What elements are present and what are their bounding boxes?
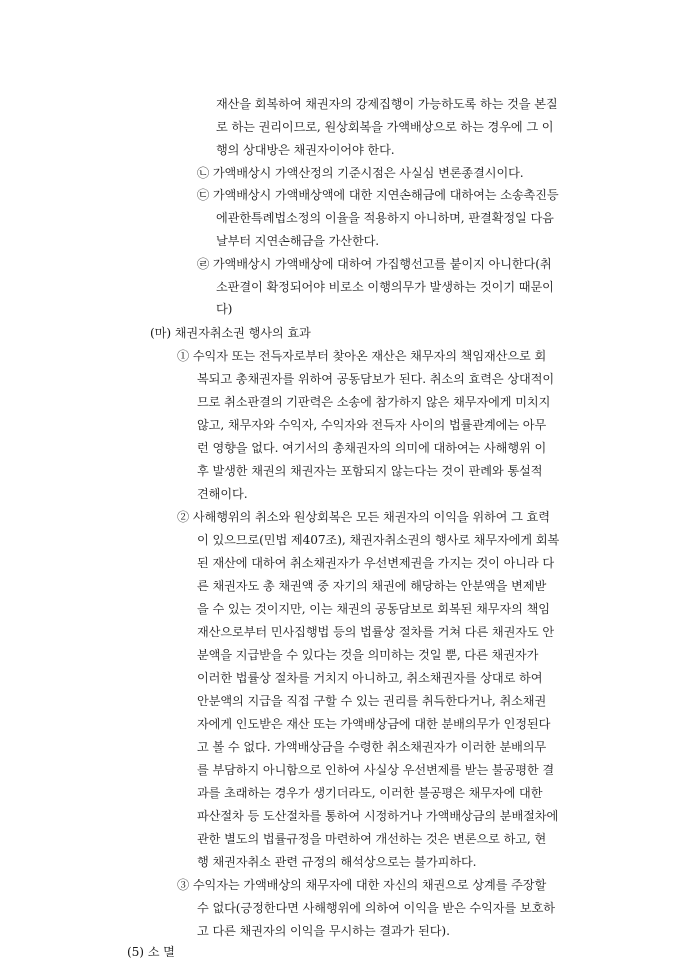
body-line: 소판결이 확정되어야 비로소 이행의무가 발생하는 것이기 때문이	[216, 280, 554, 294]
section-heading: (마) 채권자취소권 행사의 효과	[150, 326, 311, 340]
body-line: 않고, 채무자와 수익자, 수익자와 전득자 사이의 법률관계에는 아무	[197, 418, 547, 432]
body-line: 을 수 있는 것이지만, 이는 채권의 공동담보로 회복된 채무자의 책임	[197, 602, 550, 616]
body-line: 로 하는 권리이므로, 원상회복을 가액배상으로 하는 경우에 그 이	[216, 120, 554, 134]
section-heading: (5) 소 멸	[127, 945, 175, 959]
body-line: 고 다른 채권자의 이익을 무시하는 결과가 된다).	[197, 924, 450, 938]
body-line: 른 채권자도 총 채권액 중 자기의 채권에 해당하는 안분액을 변제받	[197, 579, 547, 593]
body-line: 안분액의 지급을 직접 구할 수 있는 권리를 취득한다거나, 취소채권	[197, 694, 547, 708]
body-line: 런 영향을 없다. 여기서의 총채권자의 의미에 대하여는 사해행위 이	[197, 441, 547, 455]
list-item-line: ㉢ 가액배상시 가액배상액에 대한 지연손해금에 대하여는 소송촉진등	[197, 188, 559, 202]
body-line: 파산절차 등 도산절차를 통하여 시정하거나 가액배상금의 분배절차에	[197, 809, 559, 823]
body-line: 다)	[216, 302, 233, 316]
list-item-line: ㉡ 가액배상시 가액산정의 기준시점은 사실심 변론종결시이다.	[197, 166, 524, 180]
body-line: 자에게 인도받은 재산 또는 가액배상금에 대한 분배의무가 인정된다	[197, 717, 551, 731]
body-line: 므로 취소판결의 기판력은 소송에 참가하지 않은 채무자에게 미치지	[197, 395, 551, 409]
list-item-line: ① 수익자 또는 전득자로부터 찾아온 재산은 채무자의 책임재산으로 회	[177, 349, 547, 363]
body-line: 후 발생한 채권의 채권자는 포함되지 않는다는 것이 판례와 통설적	[197, 464, 543, 478]
body-line: 이러한 법률상 절차를 거치지 아니하고, 취소채권자를 상대로 하여	[197, 671, 543, 685]
body-line: 에관한특례법소정의 이율을 적용하지 아니하며, 판결확정일 다음	[216, 211, 554, 225]
body-line: 를 부담하지 아니함으로 인하여 사실상 우선변제를 받는 불공평한 결	[197, 763, 555, 777]
body-line: 복되고 총채권자를 위하여 공동담보가 된다. 취소의 효력은 상대적이	[197, 372, 555, 386]
body-line: 날부터 지연손해금을 가산한다.	[216, 234, 380, 248]
body-line: 재산으로부터 민사집행법 등의 법률상 절차를 거쳐 다른 채권자도 안	[197, 625, 555, 639]
body-line: 행의 상대방은 채권자이어야 한다.	[216, 143, 395, 157]
body-line: 수 없다(긍정한다면 사해행위에 의하여 이익을 받은 수익자를 보호하	[197, 901, 555, 915]
list-item-line: ㉣ 가액배상시 가액배상에 대하여 가집행선고를 붙이지 아니한다(취	[197, 257, 552, 271]
body-line: 이 있으므로(민법 제407조), 채권자취소권의 행사로 채무자에게 회복	[197, 533, 560, 547]
body-line: 고 볼 수 없다. 가액배상금을 수령한 취소채권자가 이러한 분배의무	[197, 740, 547, 754]
body-line: 행 채권자취소 관련 규정의 해석상으로는 불가피하다.	[197, 855, 477, 869]
list-item-line: ③ 수익자는 가액배상의 채무자에 대한 자신의 채권으로 상계를 주장할	[177, 878, 547, 892]
body-line: 분액을 지급받을 수 있다는 것을 의미하는 것일 뿐, 다른 채권자가	[197, 648, 539, 662]
body-line: 견해이다.	[197, 487, 248, 501]
body-line: 재산을 회복하여 채권자의 강제집행이 가능하도록 하는 것을 본질	[216, 97, 558, 111]
body-line: 관한 별도의 법률규정을 마련하여 개선하는 것은 변론으로 하고, 현	[197, 832, 547, 846]
body-line: 과를 초래하는 경우가 생기더라도, 이러한 불공평은 채무자에 대한	[197, 786, 543, 800]
list-item-line: ② 사해행위의 취소와 원상회복은 모든 채권자의 이익을 위하여 그 효력	[177, 510, 550, 524]
body-line: 된 재산에 대하여 취소채권자가 우선변제권을 가지는 것이 아니라 다	[197, 556, 555, 570]
